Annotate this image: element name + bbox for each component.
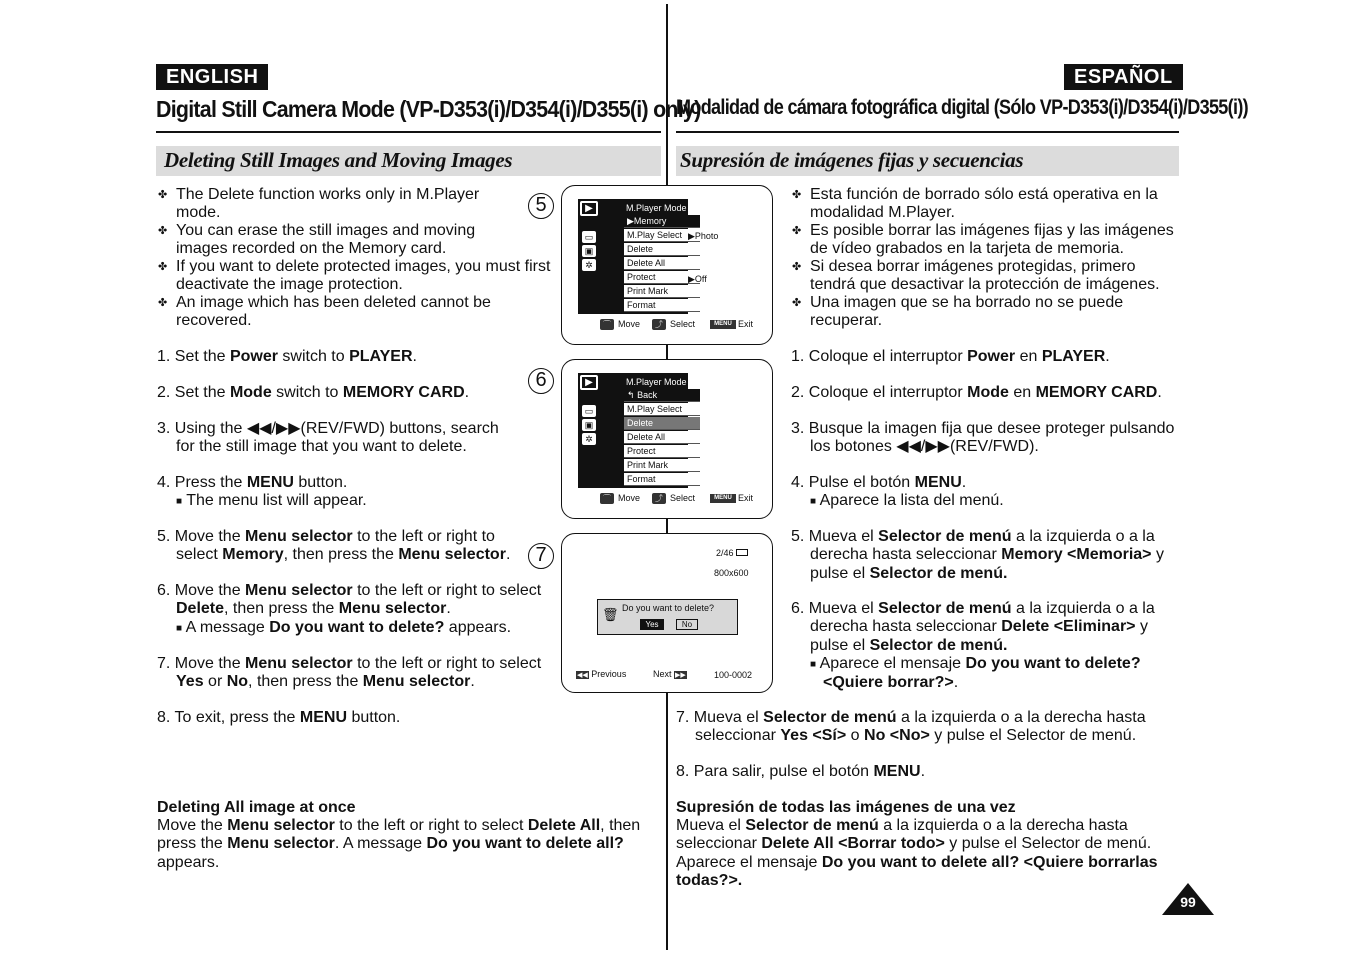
bullet-text: Esta función de borrado sólo está operativa en la modalidad M.Player.	[810, 186, 1158, 222]
page-title-en: Digital Still Camera Mode (VP-D353(i)/D354(i)/D355(i) only)	[156, 96, 701, 122]
image-counter: 2/46	[716, 548, 748, 558]
menu-item-print-mark: Print Mark	[624, 459, 700, 472]
section-title-en: Deleting Still Images and Moving Images	[164, 148, 513, 172]
bullet-text: Si desea borrar imágenes protegidas, primero tendrá que desactivar la protección de imágenes.	[810, 258, 1160, 294]
rev-icon: ◀◀	[896, 438, 921, 456]
step-number-6: 6	[528, 368, 554, 394]
step-6-en: 6. Move the Menu selector to the left or right to select Delete, then press the Menu selector. ■ A message Do you want to delete? appears.	[157, 582, 542, 636]
bullet-icon: ✤	[792, 189, 802, 201]
bullet-text: An image which has been deleted cannot be recovered.	[176, 294, 491, 330]
step-5-es: 5. Mueva el Selector de menú a la izquierda o a la derecha hasta seleccionar Memory <Memoria> y pulse el Selector de menú.	[791, 528, 1164, 582]
memory-card-icon	[736, 549, 748, 556]
menu-item-protect: Protect	[624, 271, 700, 284]
step-1-en: 1. Set the Power switch to PLAYER.	[157, 348, 417, 365]
previous-control: ◀◀ Previous	[577, 669, 627, 679]
square-bullet-icon: ■	[810, 496, 817, 508]
menu-button-icon: MENU	[710, 320, 736, 329]
step-5-en: 5. Move the Menu selector to the left or right to select Memory, then press the Menu selector.	[157, 528, 511, 564]
option-off: ▶Off	[688, 274, 707, 284]
title-rule-en	[156, 131, 661, 133]
menu-item-mplay-select: M.Play Select	[624, 403, 700, 416]
step-3-es: 3. Busque la imagen fija que desee proteger pulsando los botones ◀◀/▶▶(REV/FWD).	[791, 420, 1175, 456]
delete-all-heading-en: Deleting All image at once	[157, 799, 356, 816]
step-8-en: 8. To exit, press the MENU button.	[157, 709, 401, 726]
tv-icon: ▣	[582, 245, 596, 257]
step-7-en: 7. Move the Menu selector to the left or right to select Yes or No, then press the Menu selector.	[157, 655, 542, 691]
section-band-en	[156, 146, 661, 176]
step-2-en: 2. Set the Mode switch to MEMORY CARD.	[157, 384, 470, 401]
bullet-text: Una imagen que se ha borrado no se puede recuperar.	[810, 294, 1124, 330]
menu-button-icon: MENU	[710, 494, 736, 503]
page-number-badge	[1162, 883, 1214, 915]
step-8-es: 8. Para salir, pulse el botón MENU.	[676, 763, 926, 780]
menu-item-delete-all: Delete All	[624, 257, 700, 270]
section-title-es: Supresión de imágenes fijas y secuencias	[680, 148, 1024, 172]
trash-icon: 🗑	[602, 607, 619, 622]
option-photo: ▶Photo	[688, 231, 719, 241]
delete-all-text-en: Move the Menu selector to the left or right to select Delete All, then press the Menu selector. A message Do you want to delete all? appears.	[157, 817, 641, 871]
menu-panel	[578, 199, 688, 314]
step-4-en: 4. Press the MENU button. ■ The menu list will appear.	[157, 474, 367, 510]
settings-icon: ✲	[582, 433, 596, 445]
move-icon: ⌒	[600, 493, 614, 504]
yes-button[interactable]: Yes	[640, 619, 664, 630]
memory-card-icon: ▭	[582, 231, 596, 243]
lcd-screen-7	[561, 533, 773, 693]
move-icon: ⌒	[600, 319, 614, 330]
rev-icon: ◀◀	[577, 672, 588, 679]
menu-item-format: Format	[624, 299, 700, 312]
select-icon: ⤴	[652, 493, 666, 504]
square-bullet-icon: ■	[176, 622, 183, 634]
bullet-icon: ✤	[158, 189, 168, 201]
bullet-icon: ✤	[158, 261, 168, 273]
step-number-7: 7	[528, 543, 554, 569]
bullet-icon: ✤	[158, 297, 168, 309]
espanol-tag: ESPAÑOL	[1064, 64, 1183, 90]
step-4-es: 4. Pulse el botón MENU. ■ Aparece la lista del menú.	[791, 474, 1004, 510]
delete-all-heading-es: Supresión de todas las imágenes de una vez	[676, 799, 1016, 816]
lcd-screen-5: ▶ ▭ ▣ ✲ M.Player Mode ▶Memory M.Play Select Delete Delete All Protect Print Mark Format ▶Photo ▶Off ⌒ Move ⤴ Select MENU Exit	[561, 185, 773, 345]
fwd-icon: ▶▶	[275, 420, 301, 437]
fwd-icon: ▶▶	[675, 672, 686, 679]
next-control: Next ▶▶	[653, 669, 686, 679]
step-7-es: 7. Mueva el Selector de menú a la izquierda o a la derecha hasta seleccionar Yes <Sí> o No <No> y pulse el Selector de menú.	[676, 709, 1146, 745]
english-tag: ENGLISH	[156, 64, 268, 90]
menu-title: M.Player Mode	[626, 377, 687, 387]
step-6-es: 6. Mueva el Selector de menú a la izquierda o a la derecha hasta seleccionar Delete <Eliminar> y pulse el Selector de menú. ■ Aparece el mensaje Do you want to delete? <Quiere borrar?>.	[791, 600, 1155, 692]
bullet-icon: ✤	[792, 261, 802, 273]
back-icon: ↰	[627, 390, 635, 400]
player-mode-icon: ▶	[580, 201, 598, 216]
file-number: 100-0002	[714, 670, 753, 680]
page-title-es: Modalidad de cámara fotográfica digital (Sólo VP-D353(i)/D354(i)/D355(i))	[676, 96, 1248, 119]
menu-item-delete-all: Delete All	[624, 431, 700, 444]
page-number: 99	[1180, 894, 1196, 910]
memory-card-icon: ▭	[582, 405, 596, 417]
lcd-screen-6: ▶ ▭ ▣ ✲ M.Player Mode ↰ Back M.Play Select Delete Delete All Protect Print Mark Format ⌒ Move ⤴ Select MENU Exit	[561, 359, 773, 519]
bullet-text: Es posible borrar las imágenes fijas y las imágenes de vídeo grabados en la tarjeta de memoria.	[810, 222, 1174, 258]
title-rule-es	[676, 131, 1179, 133]
bullet-text: If you want to delete protected images, you must first deactivate the image protection.	[176, 258, 551, 294]
player-mode-icon: ▶	[580, 375, 598, 390]
dialog-message: Do you want to delete?	[622, 603, 715, 613]
section-band-es	[676, 146, 1179, 176]
menu-item-delete: Delete	[624, 417, 700, 430]
delete-all-text-es: Mueva el Selector de menú a la izquierda o a la derecha hasta seleccionar Delete All <Borrar todo> y pulse el Selector de menú. Aparece el mensaje Do you want to delete all? <Quiere borrarlas todas?>.	[676, 817, 1158, 889]
menu-item-delete: Delete	[624, 243, 700, 256]
image-resolution: 800x600	[714, 568, 749, 578]
select-icon: ⤴	[652, 319, 666, 330]
menu-item-print-mark: Print Mark	[624, 285, 700, 298]
menu-panel	[578, 373, 688, 488]
bullet-icon: ✤	[158, 225, 168, 237]
fwd-icon: ▶▶	[925, 438, 950, 456]
menu-item-back: ↰ Back	[624, 389, 700, 402]
menu-title: M.Player Mode	[626, 203, 687, 213]
square-bullet-icon: ■	[810, 658, 817, 670]
square-bullet-icon: ■	[176, 496, 183, 508]
no-button[interactable]: No	[676, 619, 698, 630]
settings-icon: ✲	[582, 259, 596, 271]
menu-item-protect: Protect	[624, 445, 700, 458]
step-2-es: 2. Coloque el interruptor Mode en MEMORY CARD.	[791, 384, 1162, 401]
step-number-5: 5	[528, 193, 554, 219]
menu-item-mplay-select: M.Play Select	[624, 229, 700, 242]
menu-item-memory: ▶Memory	[624, 215, 700, 228]
delete-dialog	[597, 599, 738, 635]
bullet-icon: ✤	[792, 297, 802, 309]
menu-item-format: Format	[624, 473, 700, 486]
step-1-es: 1. Coloque el interruptor Power en PLAYER.	[791, 348, 1110, 365]
rev-icon: ◀◀	[246, 420, 272, 437]
bullet-text: The Delete function works only in M.Player mode.	[176, 186, 480, 222]
bullet-text: You can erase the still images and moving images recorded on the Memory card.	[176, 222, 476, 258]
bullet-icon: ✤	[792, 225, 802, 237]
tv-icon: ▣	[582, 419, 596, 431]
step-3-en: 3. Using the ◀◀/▶▶(REV/FWD) buttons, search for the still image that you want to delete.	[157, 420, 499, 456]
